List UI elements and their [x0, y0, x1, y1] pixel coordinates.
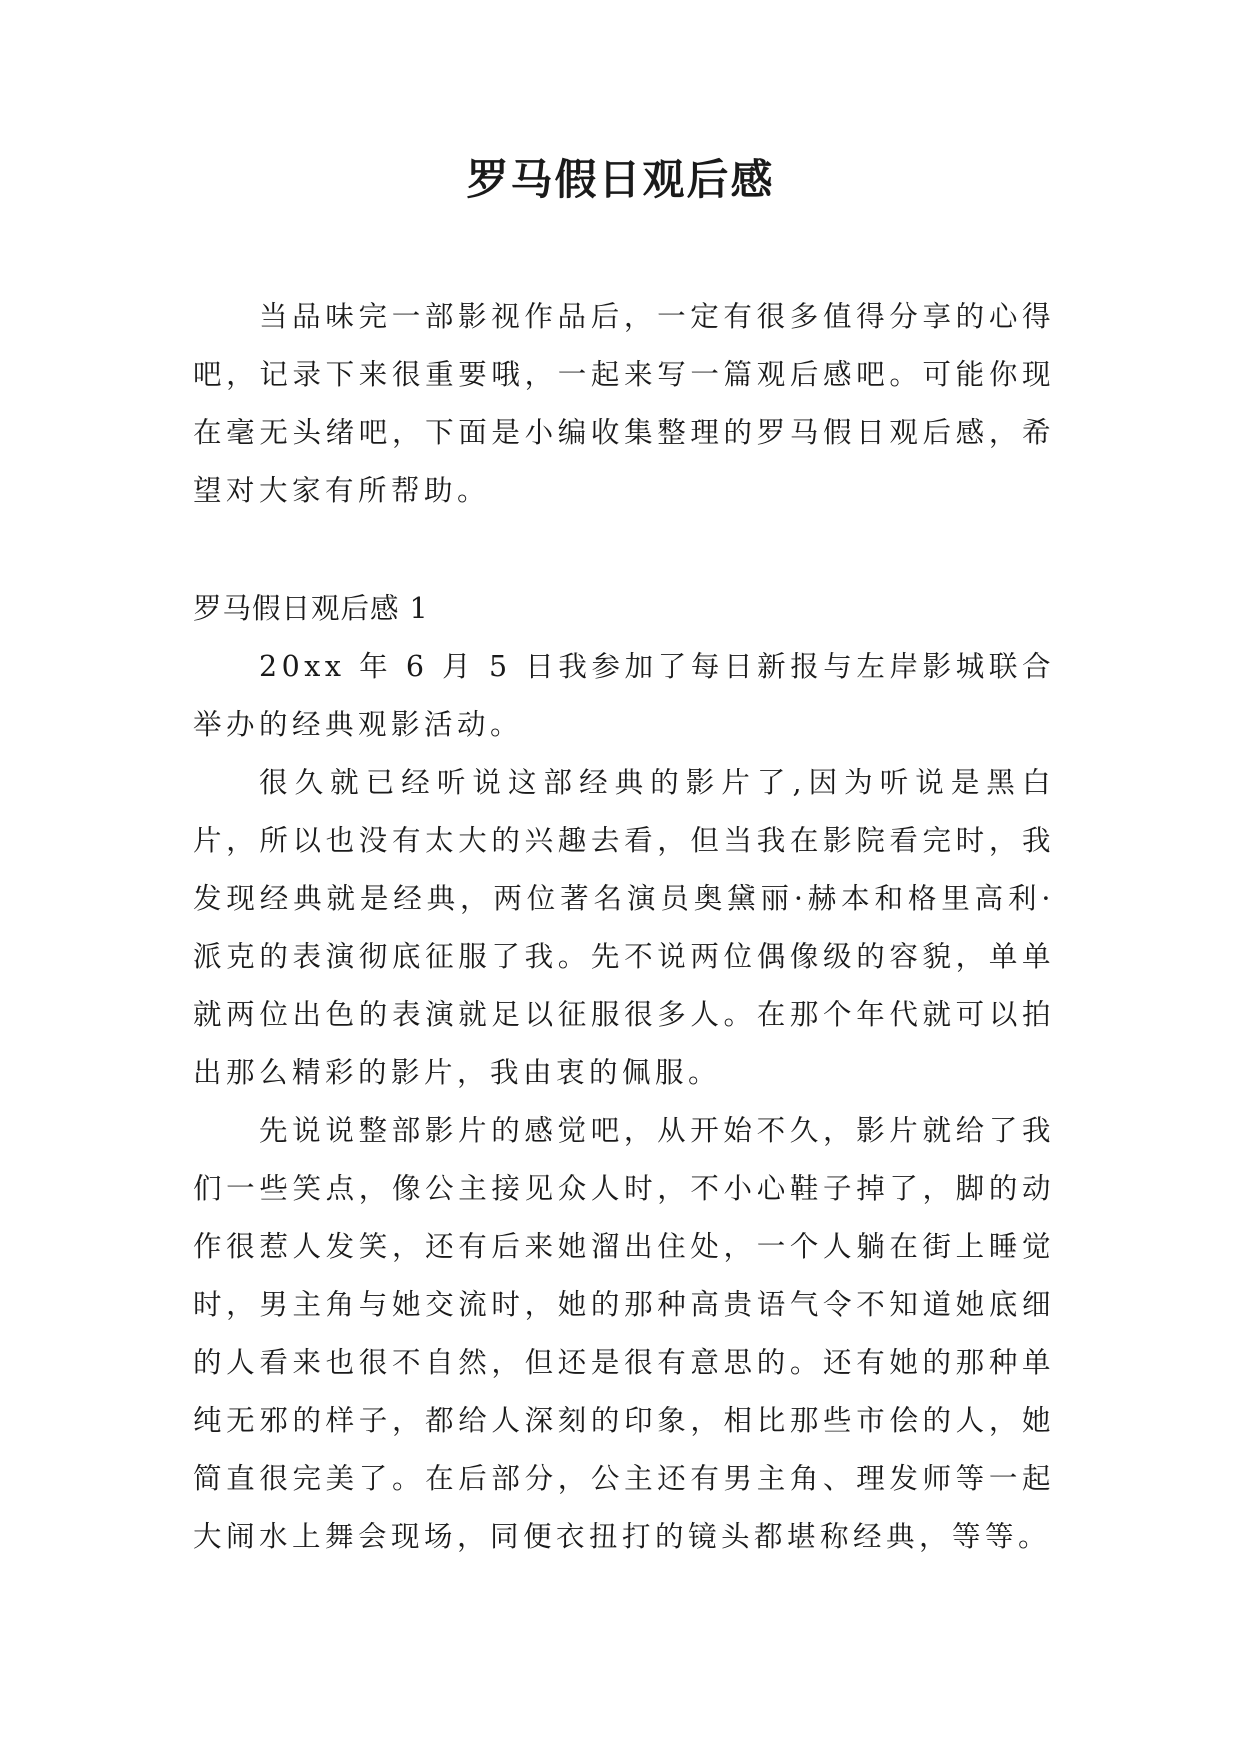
document-title: 罗马假日观后感: [466, 155, 775, 204]
body-paragraph-1: 20xx 年 6 月 5 日我参加了每日新报与左岸影城联合举办的经典观影活动。: [193, 650, 1055, 741]
body-paragraph-3: 先说说整部影片的感觉吧，从开始不久，影片就给了我们一些笑点，像公主接见众人时，不小心鞋子掉了，脚的动作很惹人发笑，还有后来她溜出住处，一个人躺在街上睡觉时，男主角与她交流时，她的那种高贵语气令不知道她底细的人看来也很不自然，但还是很有意思的。还有她的那种单纯无邪的样子，都给人深刻的印象，相比那些市侩的人，她简直很完美了。在后部分，公主还有男主角、理发师等一起大闹水上舞会现场，同便衣扭打的镜头都堪称经典，等等。: [193, 1114, 1055, 1553]
section-spacer: [193, 520, 1055, 580]
body-paragraph-2: 很久就已经听说这部经典的影片了,因为听说是黑白片，所以也没有太大的兴趣去看，但当我在影院看完时，我发现经典就是经典，两位著名演员奥黛丽·赫本和格里高利·派克的表演彻底征服了我。先不说两位偶像级的容貌，单单就两位出色的表演就足以征服很多人。在那个年代就可以拍出那么精彩的影片，我由衷的佩服。: [193, 766, 1055, 1089]
section-heading: 罗马假日观后感 1: [193, 592, 429, 625]
intro-paragraph: 当品味完一部影视作品后，一定有很多值得分享的心得吧，记录下来很重要哦，一起来写一篇观后感吧。可能你现在毫无头绪吧，下面是小编收集整理的罗马假日观后感，希望对大家有所帮助。: [193, 300, 1055, 507]
document-body: [193, 288, 1055, 1566]
